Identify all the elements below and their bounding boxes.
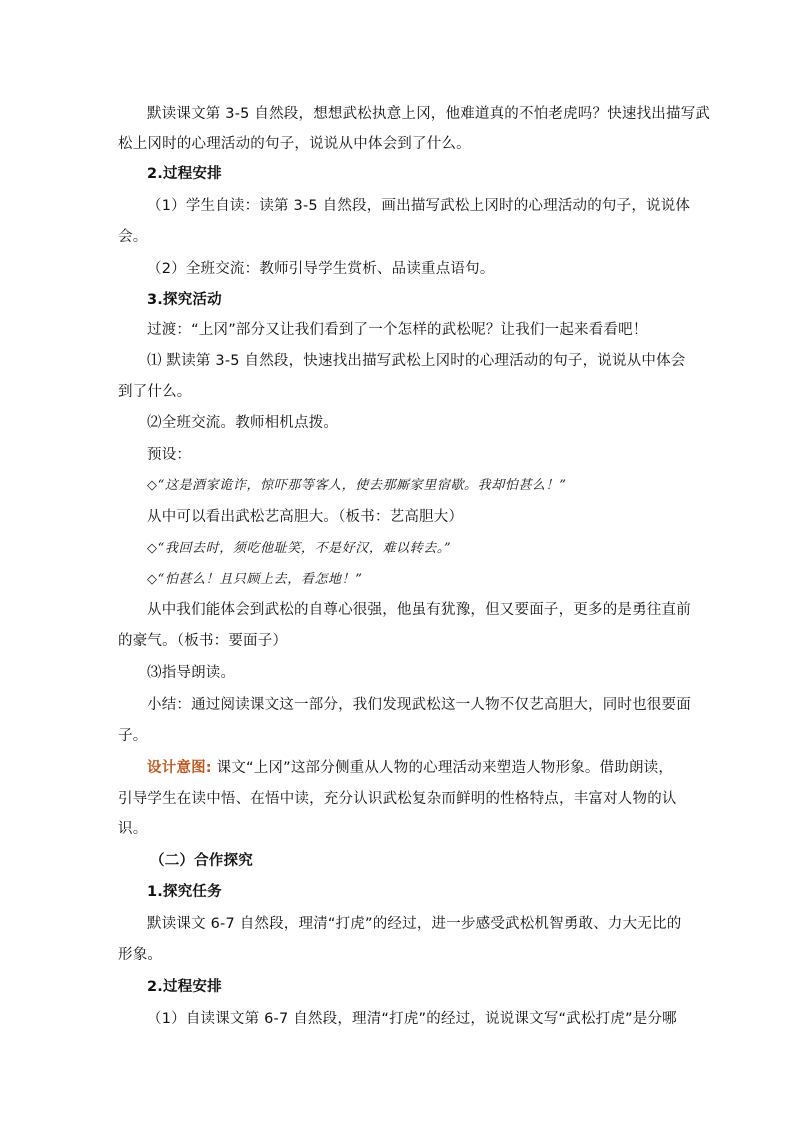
- paragraph-line: 默读课文第 3-5 自然段，想想武松执意上冈，他难道真的不怕老虎吗？快速找出描写武: [147, 106, 711, 122]
- task-line: 形象。: [118, 947, 163, 963]
- explore-step-line: ⑴ 默读第 3-5 自然段，快速找出描写武松上冈时的心理活动的句子，说说从中体会: [147, 353, 686, 369]
- step-line: （2）全班交流：教师引导学生赏析、品读重点语句。: [147, 261, 495, 277]
- heading-explore: 3.探究活动: [147, 292, 222, 308]
- explore-step-line: ⑵全班交流。教师相机点拨。: [147, 415, 339, 431]
- explore-step-line: ⑶指导朗读。: [147, 665, 236, 681]
- transition-line: 过渡：“上冈”部分又让我们看到了一个怎样的武松呢？让我们一起来看看吧！: [147, 322, 648, 338]
- design-intent-line: 引导学生在读中悟、在悟中读，充分认识武松复杂而鲜明的性格特点，丰富对人物的认: [118, 791, 677, 807]
- quote-line: ◇“怕甚么！且只顾上去，看怎地！”: [147, 572, 363, 587]
- quote-line: ◇“这是酒家诡诈，惊吓那等客人，使去那厮家里宿歇。我却怕甚么！”: [147, 478, 567, 493]
- heading-process: 2.过程安排: [147, 166, 222, 182]
- preset-label: 预设：: [147, 447, 192, 463]
- quote-line: ◇“我回去时，须吃他耻笑，不是好汉，难以转去。”: [147, 541, 452, 556]
- design-intent-text: 课文“上冈”这部分侧重从人物的心理活动来塑造人物形象。借助朗读，: [211, 760, 674, 776]
- summary-line: 子。: [118, 728, 148, 744]
- step-line: （1）学生自读：读第 3-5 自然段，画出描写武松上冈时的心理活动的句子，说说体: [147, 198, 691, 214]
- step-line: （1）自读课文第 6-7 自然段，理清“打虎”的经过，说说课文写“武松打虎”是分哪: [147, 1011, 677, 1027]
- summary-line: 小结：通过阅读课文这一部分，我们发现武松这一人物不仅艺高胆大，同时也很要面: [147, 697, 691, 713]
- design-intent-label: 设计意图:: [147, 760, 212, 776]
- heading-process: 2.过程安排: [147, 979, 222, 995]
- note-line: 的豪气。（板书：要面子）: [118, 633, 288, 649]
- heading-task: 1.探究任务: [147, 884, 222, 900]
- explore-step-line: 到了什么。: [118, 384, 192, 400]
- section-heading: （二）合作探究: [150, 853, 253, 869]
- task-line: 默读课文 6-7 自然段，理清“打虎”的经过，进一步感受武松机智勇敢、力大无比的: [147, 916, 682, 932]
- design-intent-line: [147, 758, 673, 778]
- note-line: 从中可以看出武松艺高胆大。（板书：艺高胆大）: [147, 509, 464, 525]
- design-intent-line: 识。: [118, 821, 148, 837]
- note-line: 从中我们能体会到武松的自尊心很强，他虽有犹豫，但又要面子，更多的是勇往直前: [147, 602, 691, 618]
- step-line: 会。: [118, 229, 148, 245]
- paragraph-line: 松上冈时的心理活动的句子，说说从中体会到了什么。: [118, 136, 471, 152]
